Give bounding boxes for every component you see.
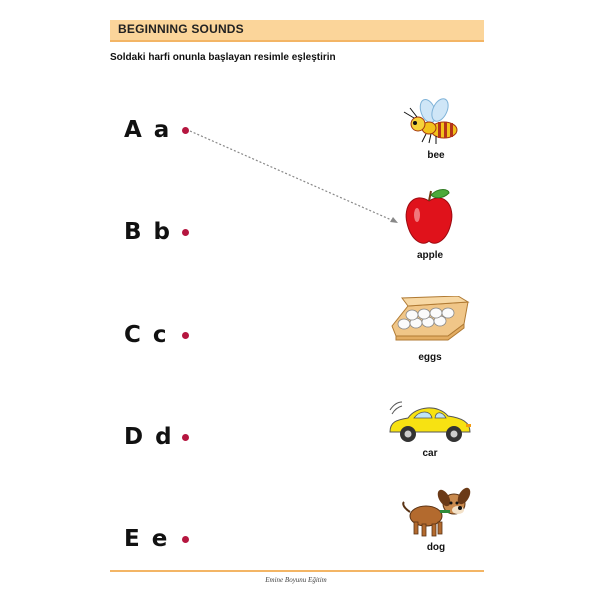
eggs-icon (388, 296, 472, 342)
caption-dog: dog (426, 542, 446, 553)
caption-apple: apple (416, 250, 444, 261)
page-title: BEGINNING SOUNDS (118, 22, 244, 36)
footer-credit: Emine Boyunu Eğitim (265, 576, 327, 584)
instruction-text: Soldaki harfi onunla başlayan resimle eşleştirin (110, 52, 336, 63)
letter-pair: E e (124, 526, 170, 552)
letter-pair: B b (124, 219, 173, 245)
bee-icon (398, 98, 464, 146)
dog-icon (400, 486, 472, 538)
letter-pair: A a (124, 117, 172, 143)
caption-eggs: eggs (418, 352, 442, 363)
apple-icon (403, 187, 455, 247)
footer-divider (110, 570, 484, 572)
letter-pair: C c (124, 322, 169, 348)
caption-bee: bee (427, 150, 445, 161)
car-icon (386, 400, 474, 446)
letter-pair: D d (124, 424, 174, 450)
caption-car: car (422, 448, 438, 459)
